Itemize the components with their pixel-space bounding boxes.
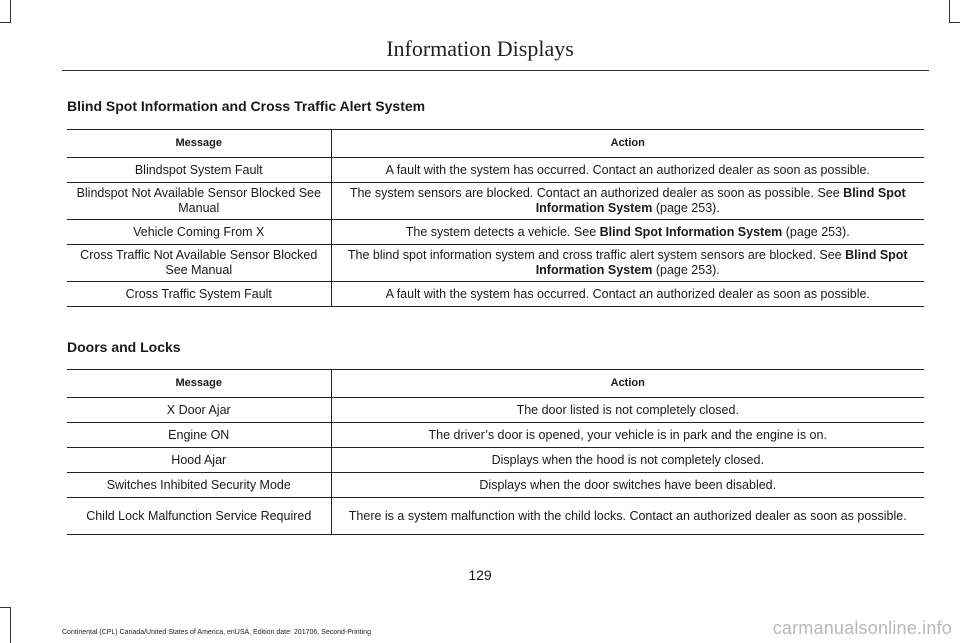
action-cell: The door listed is not completely closed. [331,398,924,423]
action-text: The system detects a vehicle. See [405,224,600,239]
action-cell [331,220,924,245]
page-reference: (page 253). [652,263,720,277]
table-row [67,423,924,448]
cross-reference-link[interactable]: Blind Spot Information System [599,224,783,239]
table-row [67,398,924,423]
table-row [67,473,924,498]
column-header-message: Message [67,130,331,158]
action-cell [331,183,924,220]
crop-mark-top-right-vertical [949,0,950,22]
table-row [67,498,924,535]
watermark: carmanualsonline.info [772,618,952,638]
action-cell: Displays when the door switches have been disabled. [331,473,924,498]
message-cell: Switches Inhibited Security Mode [67,473,331,498]
column-header-action: Action [331,370,924,398]
cross-reference-link[interactable]: Blind Spot Information System [535,248,908,277]
header-rule [62,70,929,71]
table-row [67,282,924,307]
crop-mark-top-right-horizontal [949,22,960,23]
message-cell: Blindspot System Fault [67,158,331,183]
action-cell: A fault with the system has occurred. Contact an authorized dealer as soon as possible. [331,158,924,183]
crop-mark-top-left-vertical [10,0,11,22]
doors-locks-messages-table [67,369,924,535]
cross-reference-link[interactable]: Blind Spot Information System [535,186,906,215]
page-reference: (page 253). [652,201,720,215]
message-cell: Cross Traffic Not Available Sensor Blocked See Manual [67,245,331,282]
table-row [67,448,924,473]
action-text: The blind spot information system and cross traffic alert system sensors are blocked. See [347,248,846,262]
section-title-blind-spot: Blind Spot Information and Cross Traffic Alert System [67,98,426,114]
action-cell: The driver’s door is opened, your vehicle is in park and the engine is on. [331,423,924,448]
message-cell: Vehicle Coming From X [67,220,331,245]
section-title-doors-locks: Doors and Locks [67,339,181,355]
action-cell: There is a system malfunction with the child locks. Contact an authorized dealer as soon as possible. [331,498,924,535]
table-header-row [67,370,924,398]
crop-mark-bottom-left-horizontal [0,607,11,608]
action-text: The system sensors are blocked. Contact an authorized dealer as soon as possible. See [349,186,844,200]
message-cell: Child Lock Malfunction Service Required [67,498,331,535]
column-header-action: Action [331,130,924,158]
column-header-message: Message [67,370,331,398]
message-cell: Blindspot Not Available Sensor Blocked See Manual [67,183,331,220]
page-reference: (page 253). [782,224,850,239]
table-row [67,158,924,183]
message-cell: X Door Ajar [67,398,331,423]
message-cell: Hood Ajar [67,448,331,473]
action-cell: A fault with the system has occurred. Contact an authorized dealer as soon as possible. [331,282,924,307]
message-cell: Cross Traffic System Fault [67,282,331,307]
message-cell: Engine ON [67,423,331,448]
table-row [67,183,924,220]
table-row [67,220,924,245]
table-header-row [67,130,924,158]
crop-mark-top-left-horizontal [0,22,11,23]
edition-footer: Continental (CPL) Canada/United States of America, enUSA, Edition date: 201706, Second-Printing [62,629,371,636]
action-cell [331,245,924,282]
crop-mark-bottom-left-vertical [10,607,11,643]
page-header-title: Information Displays [386,36,574,61]
blind-spot-messages-table [67,129,924,307]
table-row [67,245,924,282]
action-cell: Displays when the hood is not completely closed. [331,448,924,473]
page-number: 129 [468,567,492,583]
